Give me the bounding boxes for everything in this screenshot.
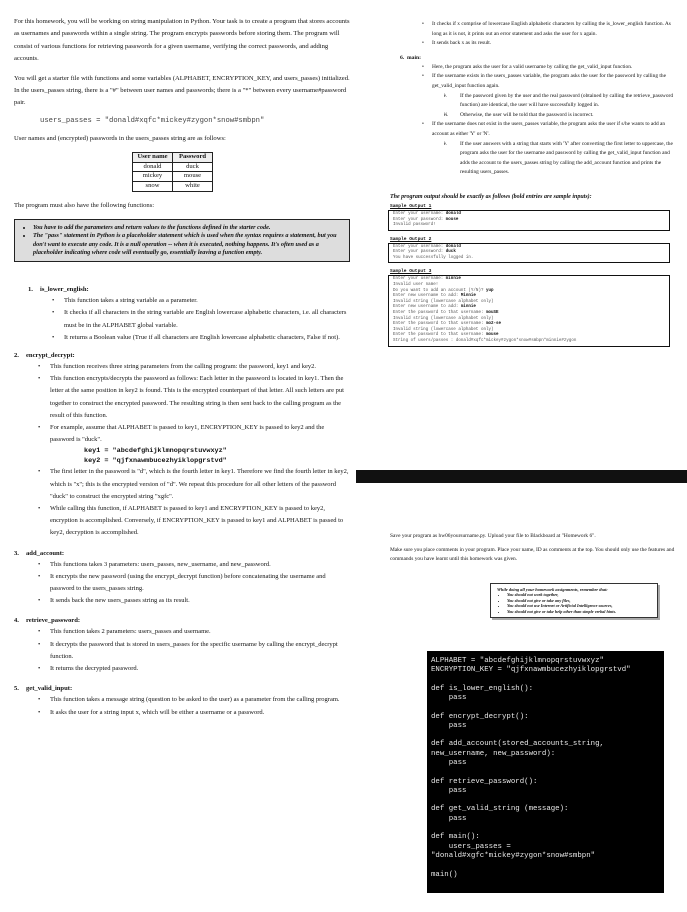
sample-output-label: Sample Output 1: [390, 203, 432, 209]
password-table: [132, 152, 213, 191]
sample-input: mouSE: [485, 311, 499, 316]
prompt-text: Enter new username to add:: [393, 305, 461, 310]
list-item: • This function encrypts/decrypts the password as follows: Each letter in the password is located in key1. Then the letter at the same position in key2 is found. This is the encrypted counterpart of that letter. All such letters are put together to construct the encrypted password. The resulting string is then sent back to the calling program as the result of this function.: [38, 373, 350, 422]
prompt-text: Invalid string (lowercase alphabet only): [393, 327, 494, 332]
output-title: The program output should be exactly as follows (bold entries are sample inputs):: [390, 193, 592, 200]
prompt-text: Enter the password to that username:: [393, 333, 486, 338]
sample-input: mouse: [485, 333, 499, 338]
note-item: • You have to add the parameters and return values to the functions defined in the starter code.: [33, 224, 343, 232]
section-title: main:: [407, 54, 421, 61]
sample-input: donald: [445, 244, 461, 249]
list-item: • It returns the decrypted password.: [38, 663, 350, 675]
prompt-text: Invalid user name!: [393, 283, 439, 288]
list-item: • It returns a Boolean value (True if all characters are English lowercase alphabetic characters, False if not).: [52, 332, 350, 344]
section-main: [400, 55, 674, 61]
list-item: • Here, the program asks the user for a valid username by calling the get_valid_input function.: [422, 63, 674, 73]
code-line: [431, 769, 660, 778]
users-passes-code: users_passes = "donald#xqfc*mickey#zygon*snow#smbpn": [40, 116, 265, 125]
starter-paragraph: You will get a starter file with functions and some variables (ALPHABET, ENCRYPTION_KEY, and users_passes) initialized. In the users_passes string, there is a "#" between user names and passwords; there is a "*" between every username#password pair.: [14, 74, 350, 107]
col-header: Password: [173, 153, 213, 163]
prompt-text: Enter your password:: [393, 217, 446, 222]
remember-item: • You should not work together,: [507, 592, 651, 598]
code-line: "donald#xgfc*mickey#zygon*snow#smbpn": [431, 852, 596, 861]
table-intro: User names and (encrypted) passwords in the users_passes string are as follows:: [14, 134, 226, 142]
section-number: 6.: [400, 54, 405, 61]
key2-code: key2 = "qjfxnawmbucezhyiklopgrstvd": [84, 457, 227, 466]
code-line: [431, 862, 660, 871]
code-line: def main():: [431, 833, 480, 842]
section-encrypt-decrypt: [14, 350, 350, 540]
left-column: [14, 16, 350, 719]
list-item: • This function takes a string variable as a parameter.: [52, 295, 350, 307]
code-line: pass: [431, 759, 467, 768]
table-row: [133, 182, 213, 192]
table-cell: donald: [133, 162, 173, 172]
section-title: get_valid_input:: [26, 685, 73, 693]
sub-item-text: If the user answers with a string that starts with 'Y' after converting the first letter to uppercase, the program asks the user for the username and password by calling the get_valid_input function and adds the account to the users_passes string by calling the add_account function and prints the resulting users_passes.: [460, 140, 673, 176]
sample-outputs: [384, 204, 674, 347]
table-row: [133, 162, 213, 172]
section-number: 5.: [14, 685, 19, 693]
table-row: [133, 172, 213, 182]
code-line: users_passes =: [431, 842, 511, 851]
prompt-text: Enter the password to that username:: [393, 311, 486, 316]
table-cell: white: [173, 182, 213, 192]
list-item: • It encrypts the new password (using the encrypt_decrypt function) before concatenating the username and password to the users_passes string.: [38, 571, 350, 595]
remember-title: While doing all your homework assignments, remember that:: [497, 587, 608, 592]
prompt-text: Do you want to add an account (Y/N)?: [393, 288, 486, 293]
list-item-text: If the username exists in the users_passes variable, the program asks the user for the password by calling the get_valid_input function again.: [432, 73, 666, 89]
code-line: [431, 704, 660, 713]
table-cell: mouse: [173, 172, 213, 182]
sample-output-line: [393, 339, 665, 345]
sample-output-box: [388, 210, 670, 231]
code-line: def retrieve_password():: [431, 777, 538, 786]
notes-box: [14, 219, 350, 262]
sample-output-box: [388, 275, 670, 346]
prompt-text: String of users/passes : donald#xqfc*mickey#zygon*snow#smbpn*minnie#zygon: [393, 339, 577, 343]
col-header: User name: [133, 153, 173, 163]
prompt-text: Enter the password to that username:: [393, 322, 486, 327]
code-line: pass: [431, 722, 467, 731]
table-cell: snow: [133, 182, 173, 192]
prompt-text: Enter your username:: [393, 211, 446, 216]
sample-input: mouse: [445, 217, 459, 222]
sub-item: [444, 140, 674, 178]
list-item: • It checks if x comprise of lowercase English alphabetic characters by calling the is_lower_english function. As long as it is not, it prints out an error statement and asks the user for x again.: [422, 20, 674, 39]
section-number: 2.: [14, 352, 19, 360]
section-get-valid-input: [14, 683, 350, 718]
prompt-text: You have successfully logged in.: [393, 255, 474, 260]
sub-item-number: • ii.: [444, 111, 449, 118]
prompt-text: Invalid string (lowercase alphabet only): [393, 316, 494, 321]
section-title: retrieve_password:: [26, 617, 81, 625]
section-number: 1.: [28, 286, 33, 294]
table-cell: mickey: [133, 172, 173, 182]
sub-item: [444, 111, 674, 121]
list-item: • This functions takes 3 parameters: users_passes, new_username, and new_password.: [38, 559, 350, 571]
list-item: • This function takes a message string (question to be asked to the user) as a parameter from the calling program.: [38, 694, 350, 706]
sub-item: [444, 92, 674, 111]
sample-output-line: [393, 256, 665, 262]
list-item: • This function receives three string parameters from the calling program: the password, key1 and key2.: [38, 361, 350, 373]
intro-paragraph: For this homework, you will be working on string manipulation in Python. Your task is to create a program that stores accounts as usernames and passwords within a single string. The program encrypts passwords before storing them. The program will consist of various functions for retrieving passwords for a given username, verifying the correct passwords, and adding accounts.: [14, 18, 350, 63]
remember-box: [490, 583, 658, 618]
sample-input: mo2-se: [485, 322, 502, 327]
sub-item-text: If the password given by the user and the real password (obtained by calling the retrieve_password function) are identical, the user will have successfully logged in.: [460, 92, 674, 109]
sample-input: minnie: [445, 277, 461, 282]
sample-input: duck: [445, 250, 456, 255]
prompt-text: Enter your password:: [393, 250, 446, 255]
code-line: ENCRYPTION_KEY = "qjfxnawmbucezhyiklopgrstvd": [431, 666, 631, 675]
list-item: [422, 120, 674, 178]
prompt-text: Enter new username to add:: [393, 294, 461, 299]
section-add-account: [14, 548, 350, 608]
sample-input: donald: [445, 211, 461, 216]
starter-code-panel: [427, 651, 664, 893]
code-line: def encrypt_decrypt():: [431, 712, 529, 721]
prompt-text: Enter your username:: [393, 244, 446, 249]
code-line: pass: [431, 814, 467, 823]
section-title: add_account:: [26, 549, 65, 557]
section-is-lower-english: [28, 284, 350, 344]
table-cell: duck: [173, 162, 213, 172]
remember-item: • You should not give or take any files,: [507, 598, 651, 604]
list-item: • It asks the user for a string input x, which will be either a username or a password.: [38, 707, 350, 719]
code-line: pass: [431, 694, 467, 703]
sample-input: minnie: [460, 305, 476, 310]
comments-paragraph: Make sure you place comments in your program. Place your name, ID as comments at the top. You should only use the features and commands you have learnt until this homework was given.: [390, 547, 675, 562]
code-line: def add_account(stored_accounts_string,: [431, 740, 604, 749]
sub-item-number: • i.: [444, 140, 447, 147]
code-line: def is_lower_english():: [431, 684, 534, 693]
code-line: def get_valid_string (message):: [431, 805, 569, 814]
page-divider: [356, 470, 687, 483]
list-item: • This function takes 2 parameters: users_passes and username.: [38, 626, 350, 638]
section-title: is_lower_english:: [40, 286, 89, 294]
list-item: • It decrypts the password that is stored in users_passes for the specific username by calling the encrypt_decrypt function.: [38, 639, 350, 663]
code-line: [431, 824, 660, 833]
prompt-text: Invalid password!: [393, 223, 436, 228]
list-item: • It sends back the new users_passes string as its result.: [38, 595, 350, 607]
section-number: 4.: [14, 617, 19, 625]
right-column: [384, 16, 674, 353]
list-item: • The first letter in the password is "d", which is the fourth letter in key1. Therefore we find the fourth letter in key2, which is "x"; this is the encrypted version of "d". We repeat this procedure for all other letters of the password "duck" to construct the encrypted string "xgfc".: [38, 466, 350, 503]
remember-item: • You should not give or take help other than simple verbal hints.: [507, 609, 651, 615]
list-item-text: If the username does not exist in the users_passes variable, the program asks the user if s/he wants to add an account as either 'Y' or 'N'.: [432, 121, 666, 137]
code-line: ALPHABET = "abcdefghijklmnopqrstuvwxyz": [431, 657, 604, 665]
prompt-text: Enter your username:: [393, 277, 446, 282]
remember-item: • You should not use Internet or Artificial Intelligence sources,: [507, 603, 651, 609]
list-item: • For example, assume that ALPHABET is passed to key1, ENCRYPTION_KEY is passed to key2 and the password is "duck".: [38, 422, 350, 446]
code-line: pass: [431, 787, 467, 796]
sample-input: yup: [485, 288, 494, 293]
code-line: [431, 796, 660, 805]
list-item: • It sends back x as its result.: [422, 39, 674, 49]
list-item: [422, 72, 674, 120]
code-line: main(): [431, 870, 458, 879]
code-line: [431, 676, 660, 685]
save-instructions: [390, 532, 680, 563]
sample-output-line: [393, 223, 665, 229]
sample-output-label: Sample Output 2: [390, 236, 432, 242]
functions-intro: The program must also have the following functions:: [14, 201, 155, 209]
sample-input: Minnie: [460, 294, 476, 299]
key1-code: key1 = "abcdefghijklmnopqrstuvwxyz": [84, 447, 227, 456]
code-line: [431, 731, 660, 740]
section-number: 3.: [14, 549, 19, 557]
section-retrieve-password: [14, 615, 350, 675]
sample-output-box: [388, 243, 670, 264]
save-paragraph: Save your program as hw06yoursurname.py. Upload your file to Blackboard at "Homework 6".: [390, 533, 596, 539]
sample-output-label: Sample Output 3: [390, 269, 432, 275]
prompt-text: Invalid string (lowercase alphabet only): [393, 299, 494, 304]
sub-item-number: • i.: [444, 92, 447, 99]
code-line: new_username, new_password):: [431, 749, 556, 758]
list-item: • It checks if all characters in the string variable are English lowercase alphabetic characters, i.e. all characters must be in the ALPHABET global variable.: [52, 307, 350, 331]
sub-item-text: Otherwise, the user will be told that the password is incorrect.: [460, 111, 594, 118]
section-title: encrypt_decrypt:: [26, 352, 75, 360]
table-header-row: [133, 153, 213, 163]
note-item: • The "pass" statement in Python is a placeholder statement which is used when the syntax requires a statement, but you don't want to execute any code. It is a null operation -- when it is executed, nothing happens. It's often used as a placeholder indicating where code will eventually go, essentially leaving a function empty.: [33, 232, 343, 257]
list-item: • While calling this function, if ALPHABET is passed to key1 and ENCRYPTION_KEY is passed to key2, encryption is accomplished. Conversely, if ENCRYPTION_KEY is passed to key1 and ALPHABET is passed to key2, decryption is accomplished.: [38, 503, 350, 540]
